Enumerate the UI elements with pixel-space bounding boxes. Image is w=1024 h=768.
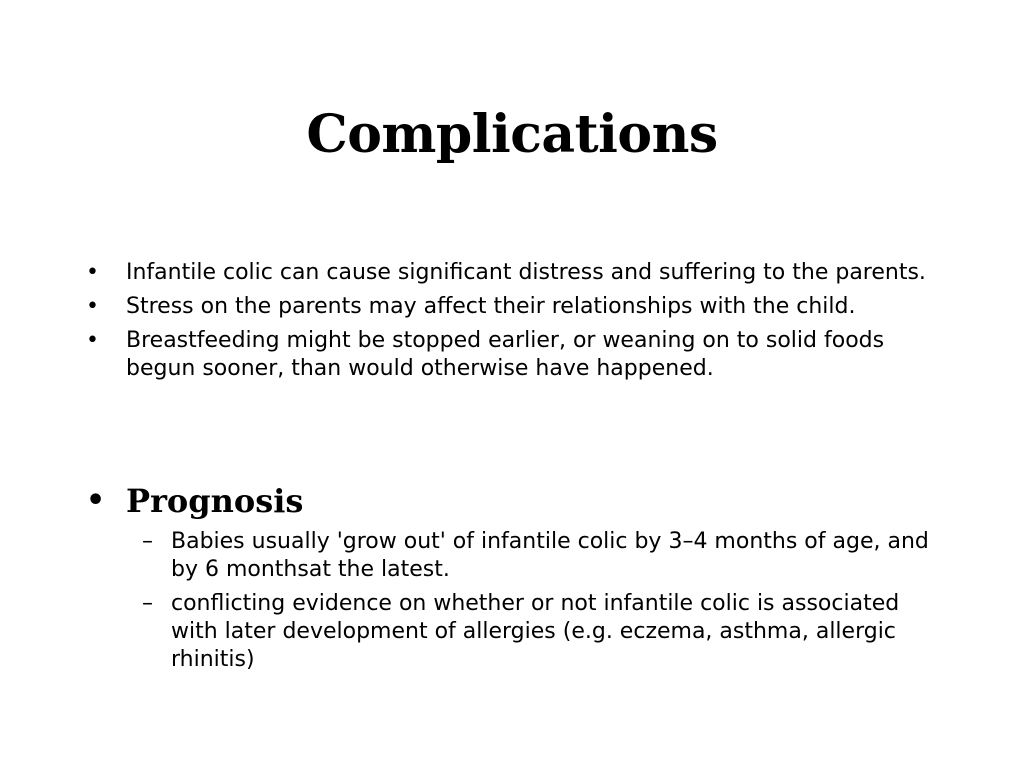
bullet-icon: • (86, 260, 99, 285)
list-item (86, 327, 946, 383)
sub-item-text: conflicting evidence on whether or not infantile colic is associated with later development of allergies (e.g. eczema, asthma, allergic rhinitis) (171, 591, 900, 672)
slide-title: Complications (306, 104, 718, 165)
sub-list-item (86, 528, 946, 584)
list-item (86, 293, 946, 321)
prognosis-heading-text: Prognosis (126, 482, 304, 520)
prognosis-sub-list (86, 528, 946, 674)
bullet-text: Breastfeeding might be stopped earlier, or weaning on to solid foods begun sooner, than would otherwise have happened. (126, 328, 885, 381)
list-item (86, 259, 946, 287)
bullet-text: Stress on the parents may affect their relationships with the child. (126, 294, 856, 319)
sub-item-text: Babies usually 'grow out' of infantile colic by 3–4 months of age, and by 6 monthsat the latest. (171, 529, 929, 582)
bullet-icon: • (86, 328, 99, 353)
bullet-list (86, 259, 946, 389)
bullet-text: Infantile colic can cause significant distress and suffering to the parents. (126, 260, 926, 285)
prognosis-section (86, 480, 946, 680)
bullet-icon: • (86, 294, 99, 319)
dash-icon: – (142, 591, 153, 616)
dash-icon: – (142, 529, 153, 554)
prognosis-heading (86, 480, 946, 522)
sub-list-item (86, 590, 946, 674)
bullet-icon: • (86, 483, 106, 518)
